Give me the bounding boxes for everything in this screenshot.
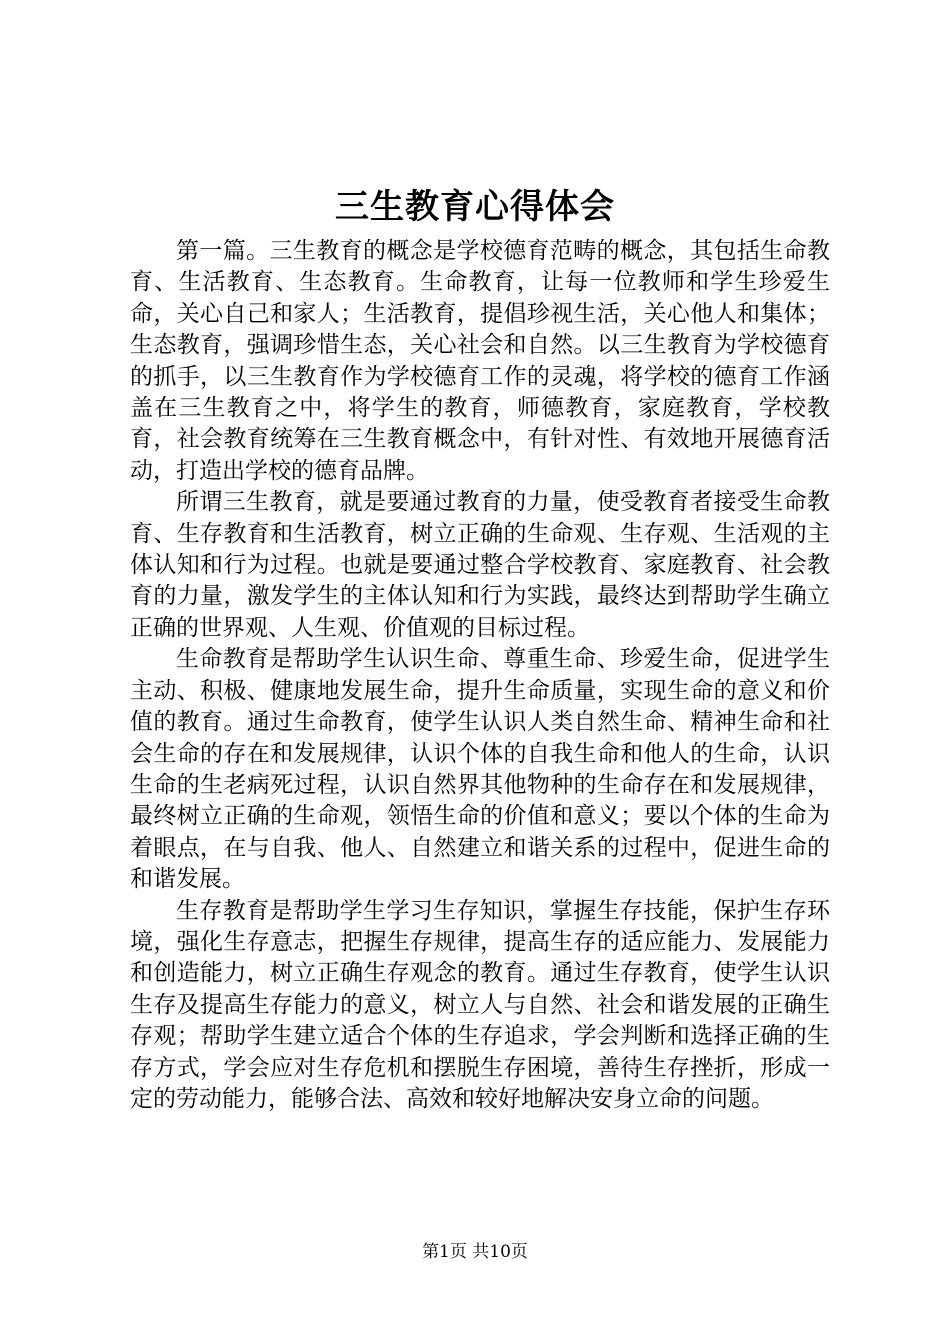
page-number-footer: 第1页 共10页 [422, 1242, 528, 1262]
paragraph-1: 第一篇。三生教育的概念是学校德育范畴的概念，其包括生命教育、生活教育、生态教育。生命教育，让每一位教师和学生珍爱生命，关心自己和家人；生活教育，提倡珍视生活，关心他人和集体；生态教育，强调珍惜生态，关心社会和自然。以三生教育为学校德育的抓手，以三生教育作为学校德育工作的灵魂，将学校的德育工作涵盖在三生教育之中，将学生的教育，师德教育，家庭教育，学校教育，社会教育统筹在三生教育概念中，有针对性、有效地开展德育活动，打造出学校的德育品牌。 [130, 238, 830, 484]
paragraph-3: 生命教育是帮助学生认识生命、尊重生命、珍爱生命，促进学生主动、积极、健康地发展生命，提升生命质量，实现生命的意义和价值的教育。通过生命教育，使学生认识人类自然生命、精神生命和社会生命的存在和发展规律，认识个体的自我生命和他人的生命，认识生命的生老病死过程，认识自然界其他物种的生命存在和发展规律，最终树立正确的生命观，领悟生命的价值和意义；要以个体的生命为着眼点，在与自我、他人、自然建立和谐关系的过程中，促进生命的和谐发展。 [130, 646, 830, 893]
paragraph-2: 所谓三生教育，就是要通过教育的力量，使受教育者接受生命教育、生存教育和生活教育，树立正确的生命观、生存观、生活观的主体认知和行为过程。也就是要通过整合学校教育、家庭教育、社会教育的力量，激发学生的主体认知和行为实践，最终达到帮助学生确立正确的世界观、人生观、价值观的目标过程。 [130, 489, 830, 641]
paragraph-4: 生存教育是帮助学生学习生存知识，掌握生存技能，保护生存环境，强化生存意志，把握生存规律，提高生存的适应能力、发展能力和创造能力，树立正确生存观念的教育。通过生存教育，使学生认识生存及提高生存能力的意义，树立人与自然、社会和谐发展的正确生存观；帮助学生建立适合个体的生存追求，学会判断和选择正确的生存方式，学会应对生存危机和摆脱生存困境，善待生存挫折，形成一定的劳动能力，能够合法、高效和较好地解决安身立命的问题。 [130, 897, 830, 1112]
document-title: 三生教育心得体会 [335, 187, 615, 227]
document-body [130, 236, 830, 1115]
